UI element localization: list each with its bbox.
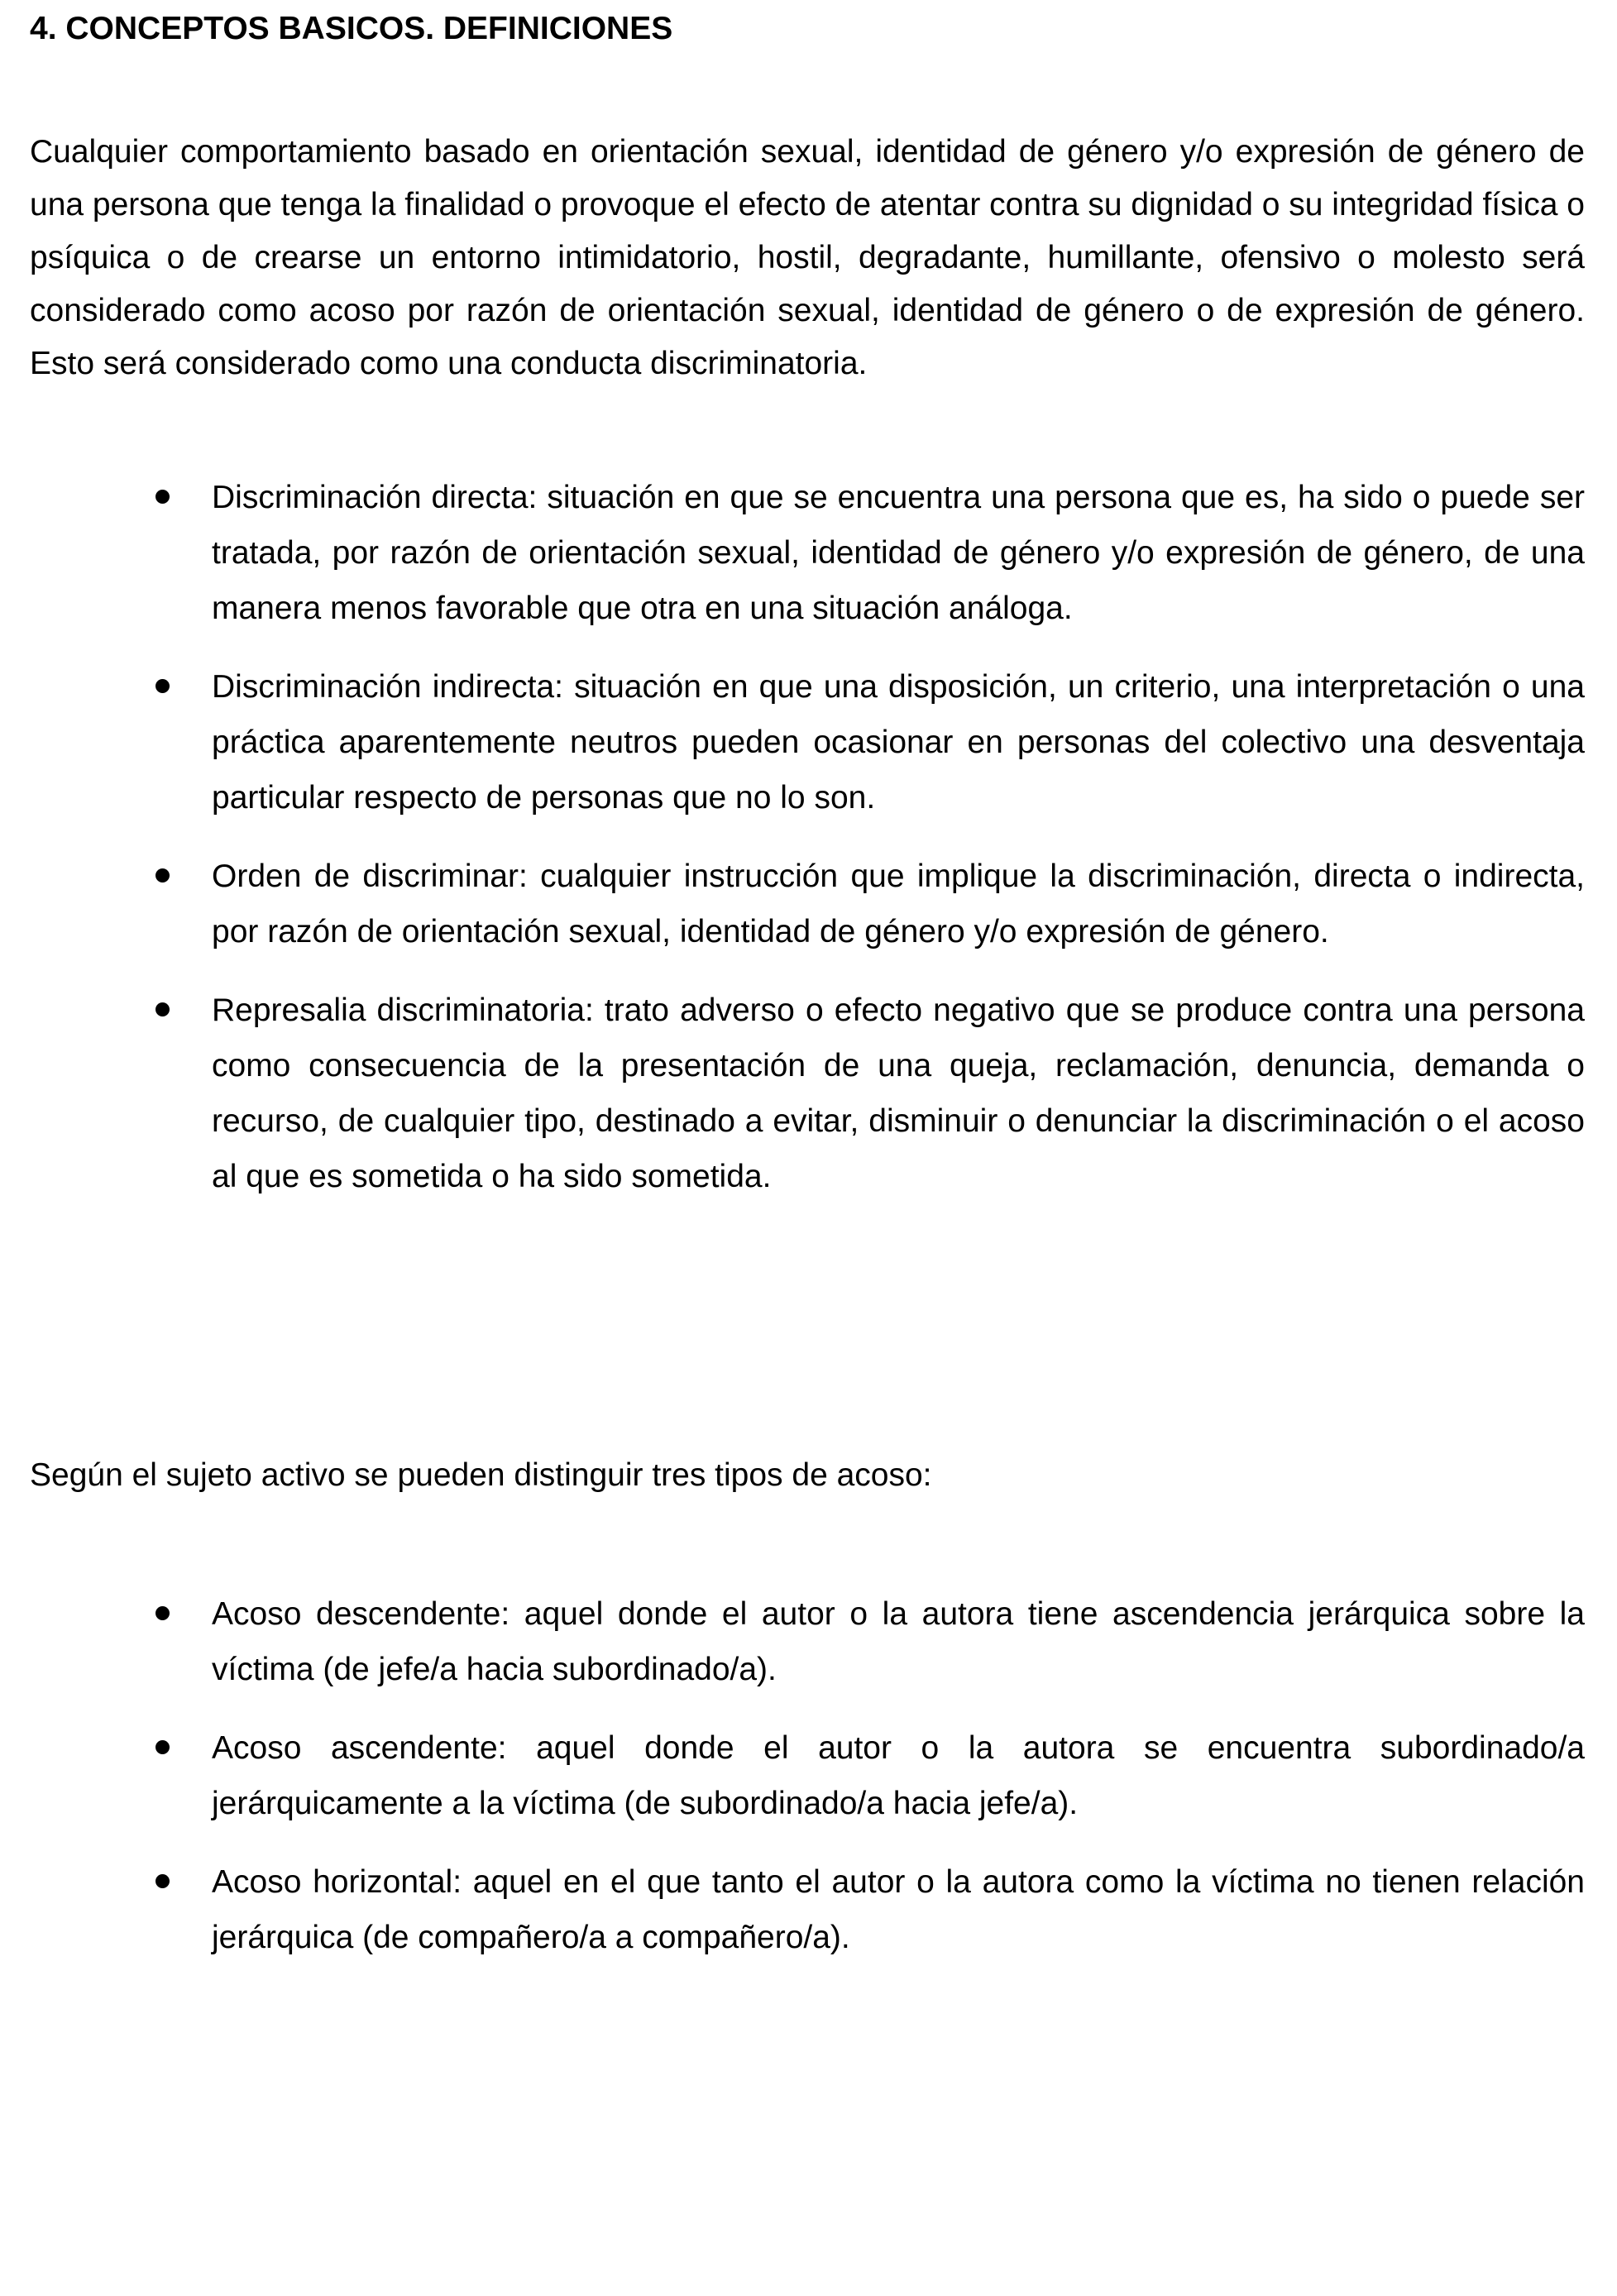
- definition-text: Discriminación indirecta: situación en que una disposición, un criterio, una interpretación o una práctica aparentemente neutros pueden ocasionar en personas del colectivo una desventaja particular respecto de personas que no lo son.: [212, 669, 1585, 816]
- definitions-list: [30, 470, 1585, 1227]
- intro-paragraph: Cualquier comportamiento basado en orientación sexual, identidad de género y/o expresión de género de una persona que tenga la finalidad o provoque el efecto de atentar contra su dignidad o su integridad física o psíquica o de crearse un entorno intimidatorio, hostil, degradante, humillante, ofensivo o molesto será considerado como acoso por razón de orientación sexual, identidad de género o de expresión de género. Esto será considerado como una conducta discriminatoria.: [30, 134, 1585, 381]
- list-item: [30, 659, 1585, 825]
- definition-text: Discriminación directa: situación en que se encuentra una persona que es, ha sido o puede ser tratada, por razón de orientación sexual, identidad de género y/o expresión de género, de una manera menos favorable que otra en una situación análoga.: [212, 480, 1585, 626]
- bullet-icon: [155, 1874, 170, 1888]
- harassment-type-text: Acoso ascendente: aquel donde el autor o la autora se encuentra subordinado/a jerárquicamente a la víctima (de subordinado/a hacia jefe/a).: [212, 1730, 1585, 1821]
- list-item: [30, 1586, 1585, 1697]
- bullet-icon: [155, 1002, 170, 1016]
- list-item: [30, 1854, 1585, 1965]
- bullet-icon: [155, 1740, 170, 1754]
- subject-intro-paragraph: Según el sujeto activo se pueden distinguir tres tipos de acoso:: [30, 1457, 932, 1493]
- bullet-icon: [155, 1606, 170, 1620]
- harassment-type-text: Acoso horizontal: aquel en el que tanto el autor o la autora como la víctima no tienen relación jerárquica (de compañero/a a compañero/a).: [212, 1864, 1585, 1955]
- bullet-icon: [155, 679, 170, 693]
- definition-text: Represalia discriminatoria: trato adverso o efecto negativo que se produce contra una persona como consecuencia de la presentación de una queja, reclamación, denuncia, demanda o recurso, de cualquier tipo, destinado a evitar, disminuir o denunciar la discriminación o el acoso al que es sometida o ha sido sometida.: [212, 993, 1585, 1194]
- bullet-icon: [155, 868, 170, 883]
- list-item: [30, 470, 1585, 636]
- list-item: [30, 983, 1585, 1204]
- list-item: [30, 849, 1585, 959]
- list-item: [30, 1720, 1585, 1831]
- definition-text: Orden de discriminar: cualquier instrucción que implique la discriminación, directa o indirecta, por razón de orientación sexual, identidad de género y/o expresión de género.: [212, 859, 1585, 949]
- bullet-icon: [155, 490, 170, 504]
- harassment-types-list: [30, 1586, 1585, 1988]
- section-heading: 4. CONCEPTOS BASICOS. DEFINICIONES: [30, 11, 673, 46]
- harassment-type-text: Acoso descendente: aquel donde el autor o la autora tiene ascendencia jerárquica sobre la víctima (de jefe/a hacia subordinado/a).: [212, 1596, 1585, 1687]
